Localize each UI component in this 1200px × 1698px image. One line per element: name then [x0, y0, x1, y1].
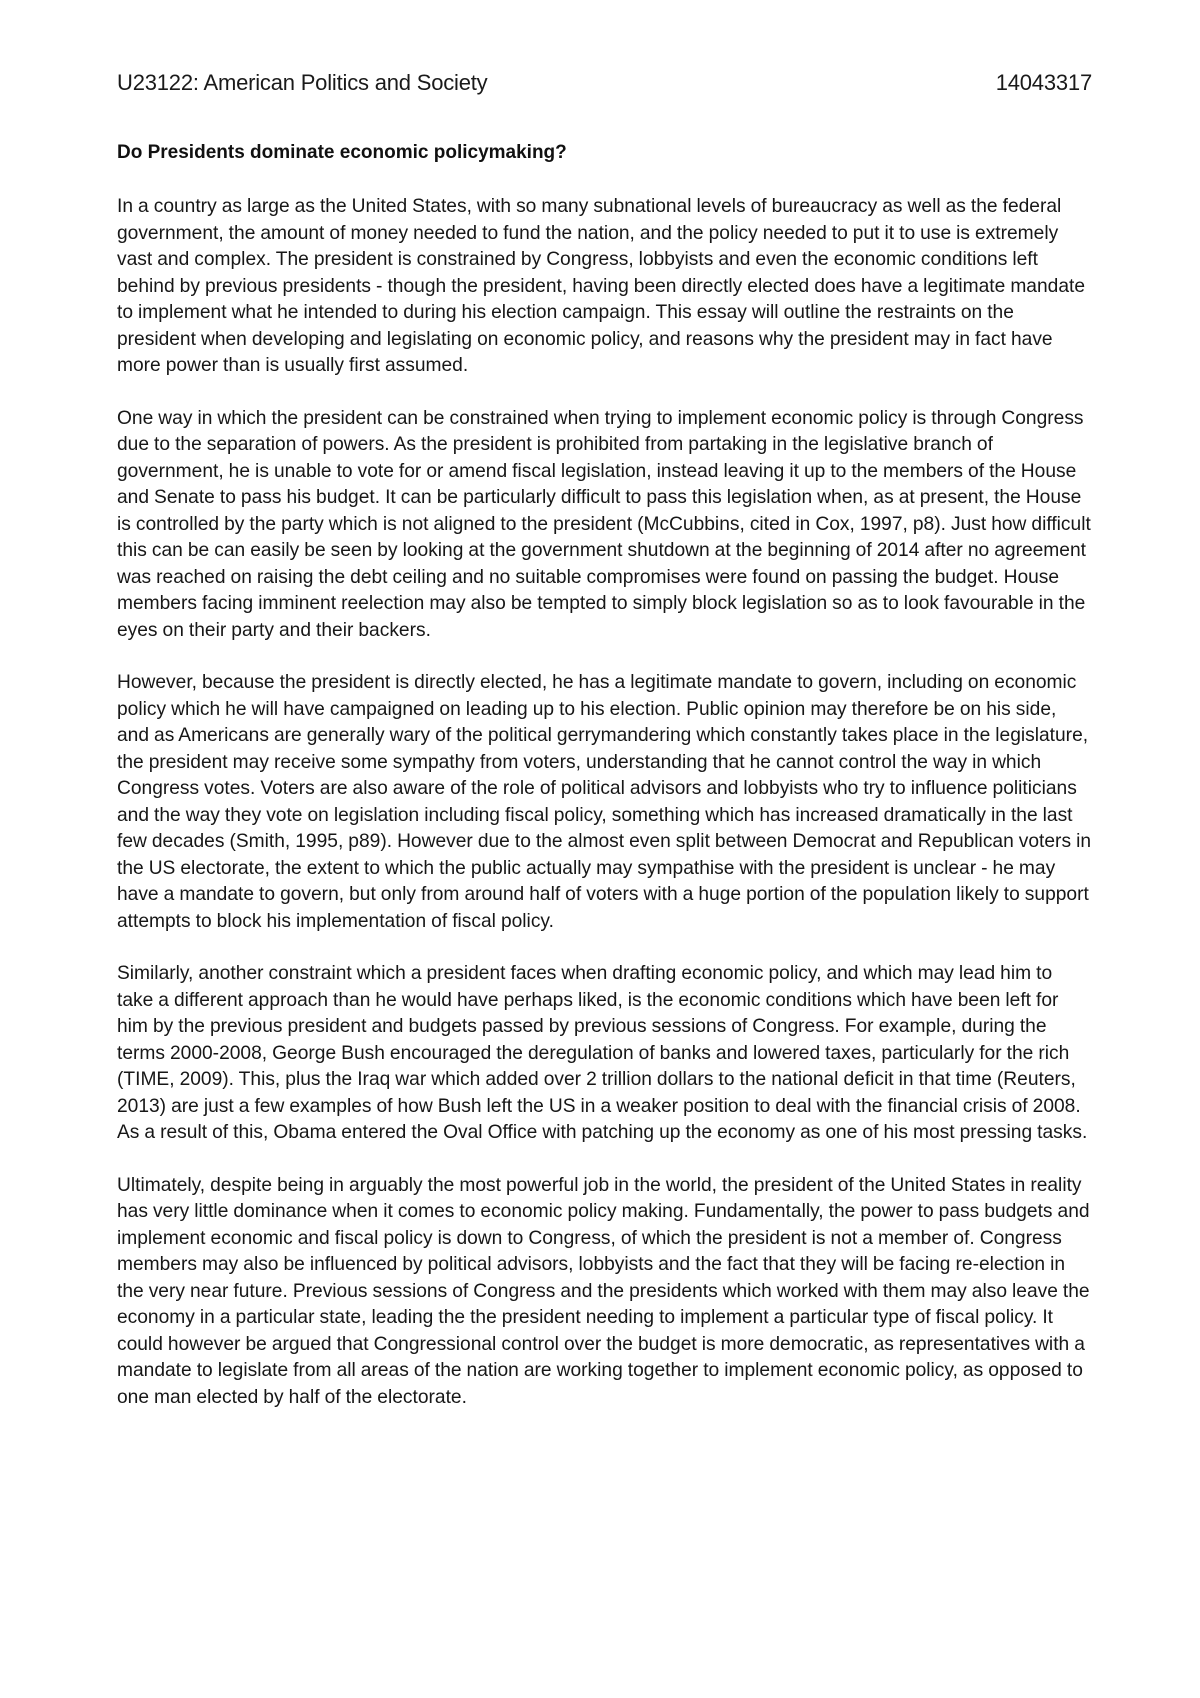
paragraph-3: However, because the president is directly elected, he has a legitimate mandate to govern, including on economic policy which he will have campaigned on leading up to his election. Public opinion may therefore be on his side, and as Americans are generally wary of the political gerrymandering which constantly takes place in the legislature, the president may receive some sympathy from voters, understanding that he cannot control the way in which Congress votes. Voters are also aware of the role of political advisors and lobbyists who try to influence politicians and the way they vote on legislation including fiscal policy, something which has increased dramatically in the last few decades (Smith, 1995, p89). However due to the almost even split between Democrat and Republican voters in the US electorate, the extent to which the public actually may sympathise with the president is unclear - he may have a mandate to govern, but only from around half of voters with a huge portion of the population likely to support attempts to block his implementation of fiscal policy.: [117, 672, 1091, 932]
student-id: 14043317: [995, 70, 1092, 95]
essay-title: Do Presidents dominate economic policymaking?: [117, 142, 567, 163]
paragraph-1: In a country as large as the United States, with so many subnational levels of bureaucracy as well as the federal government, the amount of money needed to fund the nation, and the policy needed to put it to use is extremely vast and complex. The president is constrained by Congress, lobbyists and even the economic conditions left behind by previous presidents - though the president, having been directly elected does have a legitimate mandate to implement what he intended to during his election campaign. This essay will outline the restraints on the president when developing and legislating on economic policy, and reasons why the president may in fact have more power than is usually first assumed.: [117, 196, 1085, 376]
paragraph-2: One way in which the president can be constrained when trying to implement economic policy is through Congress due to the separation of powers. As the president is prohibited from partaking in the legislative branch of government, he is unable to vote for or amend fiscal legislation, instead leaving it up to the members of the House and Senate to pass his budget. It can be particularly difficult to pass this legislation when, as at present, the House is controlled by the party which is not aligned to the president (McCubbins, cited in Cox, 1997, p8). Just how difficult this can be can easily be seen by looking at the government shutdown at the beginning of 2014 after no agreement was reached on raising the debt ceiling and no suitable compromises were found on passing the budget. House members facing imminent reelection may also be tempted to simply block legislation so as to look favourable in the eyes on their party and their backers.: [117, 407, 1091, 641]
paragraph-4: Similarly, another constraint which a president faces when drafting economic policy, and which may lead him to take a different approach than he would have perhaps liked, is the economic conditions which have been left for him by the previous president and budgets passed by previous sessions of Congress. For example, during the terms 2000-2008, George Bush encouraged the deregulation of banks and lowered taxes, particularly for the rich (TIME, 2009). This, plus the Iraq war which added over 2 trillion dollars to the national deficit in that time (Reuters, 2013) are just a few examples of how Bush left the US in a weaker position to deal with the financial crisis of 2008. As a result of this, Obama entered the Oval Office with patching up the economy as one of his most pressing tasks.: [117, 963, 1088, 1143]
page-header: [117, 70, 1092, 96]
paragraph-5: Ultimately, despite being in arguably the most powerful job in the world, the president of the United States in reality has very little dominance when it comes to economic policy making. Fundamentally, the power to pass budgets and implement economic and fiscal policy is down to Congress, of which the president is not a member of. Congress members may also be influenced by political advisors, lobbyists and the fact that they will be facing re-election in the very near future. Previous sessions of Congress and the presidents which worked with them may also leave the economy in a particular state, leading the the president needing to implement a particular type of fiscal policy. It could however be argued that Congressional control over the budget is more democratic, as representatives with a mandate to legislate from all areas of the nation are working together to implement economic policy, as opposed to one man elected by half of the electorate.: [117, 1174, 1090, 1408]
course-title: U23122: American Politics and Society: [117, 70, 488, 95]
essay-body: [117, 194, 1092, 1437]
